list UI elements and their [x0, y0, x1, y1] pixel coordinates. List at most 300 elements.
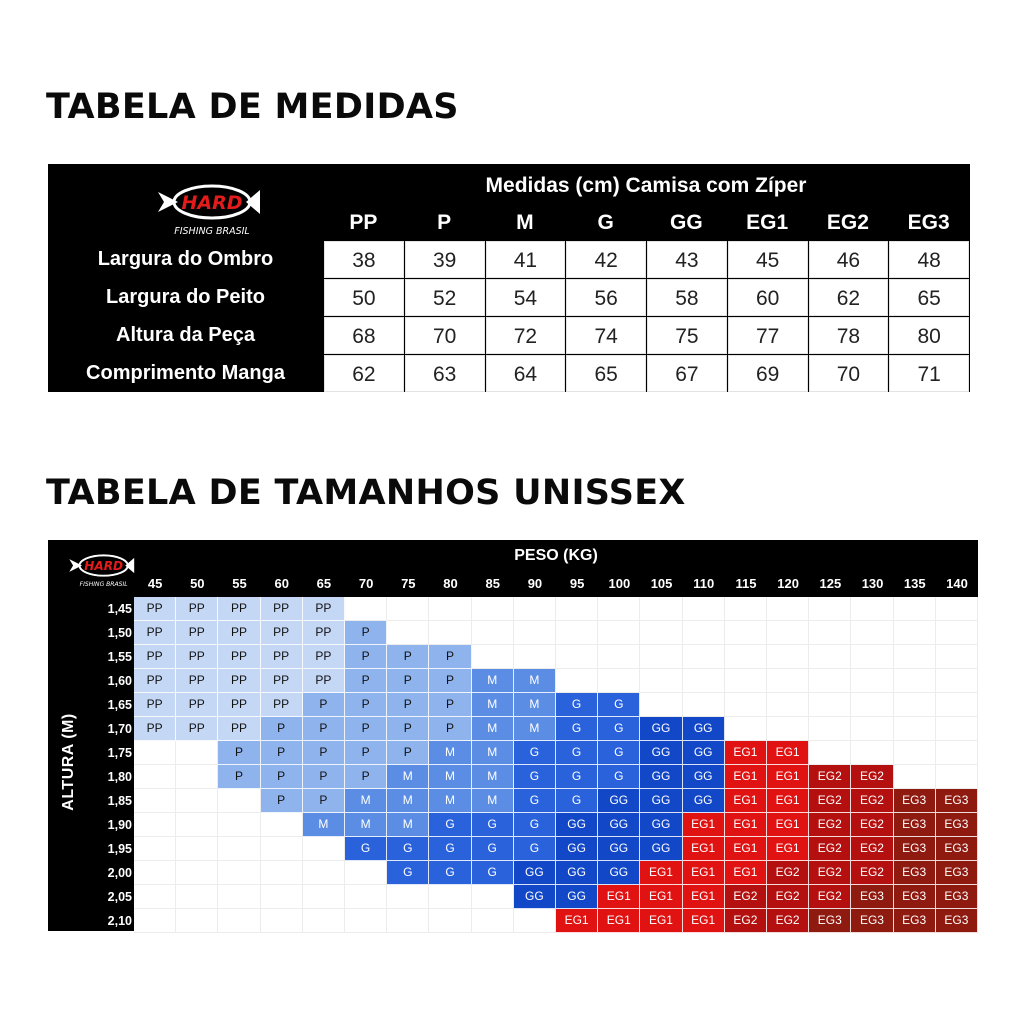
empty-cell — [683, 597, 725, 621]
measure-value: 60 — [728, 279, 808, 316]
size-cell: P — [261, 717, 303, 741]
size-cell: G — [387, 861, 429, 885]
size-cell: G — [598, 765, 640, 789]
empty-cell — [472, 645, 514, 669]
empty-cell — [387, 597, 429, 621]
empty-cell — [851, 741, 893, 765]
measure-value: 41 — [486, 241, 566, 278]
size-cell: GG — [640, 741, 682, 765]
weight-axis-title: PESO (KG) — [514, 547, 598, 564]
empty-cell — [429, 621, 471, 645]
measures-caption: Medidas (cm) Camisa com Zíper — [485, 174, 807, 197]
size-cell: P — [261, 765, 303, 789]
sizes-title: TABELA DE TAMANHOS UNISSEX — [46, 473, 686, 513]
empty-cell — [598, 645, 640, 669]
weight-header-cell: 70 — [358, 576, 374, 591]
size-cell: EG1 — [683, 813, 725, 837]
empty-cell — [303, 861, 345, 885]
weight-header-cell: 100 — [608, 576, 631, 591]
size-cell: PP — [261, 621, 303, 645]
empty-cell — [598, 669, 640, 693]
empty-cell — [725, 717, 767, 741]
size-cell: EG2 — [767, 861, 809, 885]
empty-cell — [767, 621, 809, 645]
weight-header-cell: 110 — [693, 576, 715, 591]
empty-cell — [725, 621, 767, 645]
size-cell: EG3 — [894, 837, 936, 861]
measure-value: 78 — [809, 317, 889, 354]
size-cell: EG1 — [767, 789, 809, 813]
weight-header-row — [134, 574, 978, 594]
empty-cell — [176, 813, 218, 837]
size-cell: M — [303, 813, 345, 837]
size-cell: EG1 — [725, 813, 767, 837]
size-header-cell: M — [516, 211, 534, 234]
size-cell: P — [303, 789, 345, 813]
empty-cell — [218, 909, 260, 933]
size-cell: PP — [134, 597, 176, 621]
size-cell: EG2 — [725, 909, 767, 933]
size-cell: PP — [218, 717, 260, 741]
size-cell: EG1 — [683, 861, 725, 885]
size-header-cell: G — [597, 211, 614, 234]
size-cell: PP — [303, 645, 345, 669]
empty-cell — [303, 837, 345, 861]
size-cell: EG1 — [598, 885, 640, 909]
size-cell: EG3 — [936, 885, 978, 909]
size-cell: EG2 — [809, 789, 851, 813]
height-label: 2,00 — [107, 866, 132, 880]
empty-cell — [936, 693, 978, 717]
empty-cell — [303, 885, 345, 909]
size-cell: M — [429, 789, 471, 813]
empty-cell — [936, 645, 978, 669]
size-cell: GG — [640, 717, 682, 741]
empty-cell — [134, 789, 176, 813]
weight-header-cell: 105 — [650, 576, 673, 591]
measure-value: 70 — [405, 317, 485, 354]
empty-cell — [472, 909, 514, 933]
empty-cell — [894, 765, 936, 789]
size-cell: P — [429, 693, 471, 717]
empty-cell — [134, 861, 176, 885]
svg-text:HARD: HARD — [84, 559, 124, 573]
size-cell: M — [514, 669, 556, 693]
svg-text:HARD: HARD — [181, 192, 243, 214]
empty-cell — [472, 885, 514, 909]
weight-header-cell: 125 — [819, 576, 842, 591]
size-cell: GG — [640, 765, 682, 789]
size-cell: GG — [683, 765, 725, 789]
measure-value: 68 — [324, 317, 404, 354]
measure-value: 65 — [889, 279, 969, 316]
height-label: 1,70 — [107, 722, 132, 736]
size-cell: P — [429, 669, 471, 693]
measure-value: 46 — [809, 241, 889, 278]
weight-header-cell: 65 — [316, 576, 332, 591]
empty-cell — [472, 621, 514, 645]
size-cell: G — [598, 741, 640, 765]
size-cell: P — [429, 717, 471, 741]
size-cell: EG3 — [894, 909, 936, 933]
measure-value: 65 — [566, 355, 646, 392]
size-cell: M — [387, 765, 429, 789]
size-cell: PP — [261, 693, 303, 717]
empty-cell — [429, 909, 471, 933]
size-cell: EG3 — [851, 909, 893, 933]
height-label: 1,50 — [107, 626, 132, 640]
weight-header-cell: 45 — [147, 576, 163, 591]
size-cell: G — [556, 765, 598, 789]
empty-cell — [809, 717, 851, 741]
empty-cell — [345, 909, 387, 933]
size-cell: PP — [176, 693, 218, 717]
size-cell: G — [556, 717, 598, 741]
empty-cell — [809, 693, 851, 717]
size-cell: P — [387, 645, 429, 669]
empty-cell — [851, 645, 893, 669]
size-header-cell: P — [437, 211, 452, 234]
empty-cell — [640, 669, 682, 693]
size-cell: M — [472, 669, 514, 693]
size-cell: EG2 — [851, 837, 893, 861]
measure-value: 75 — [647, 317, 727, 354]
empty-cell — [767, 717, 809, 741]
measure-value: 39 — [405, 241, 485, 278]
weight-header-cell: 85 — [485, 576, 500, 591]
height-label: 1,95 — [107, 842, 132, 856]
empty-cell — [725, 645, 767, 669]
size-cell: EG3 — [936, 837, 978, 861]
empty-cell — [261, 861, 303, 885]
measure-value: 42 — [566, 241, 646, 278]
size-cell: PP — [261, 669, 303, 693]
weight-header-cell: 50 — [190, 576, 205, 591]
empty-cell — [134, 885, 176, 909]
empty-cell — [218, 789, 260, 813]
empty-cell — [598, 621, 640, 645]
empty-cell — [176, 837, 218, 861]
size-cell: G — [556, 789, 598, 813]
empty-cell — [894, 717, 936, 741]
size-cell: EG2 — [767, 909, 809, 933]
size-cell: G — [345, 837, 387, 861]
size-cell: G — [556, 741, 598, 765]
hard-fishing-logo-icon — [68, 550, 138, 590]
size-cell: G — [429, 813, 471, 837]
size-cell: PP — [261, 645, 303, 669]
empty-cell — [134, 765, 176, 789]
empty-cell — [683, 621, 725, 645]
size-grid — [134, 597, 978, 931]
size-cell: GG — [514, 885, 556, 909]
measure-label: Largura do Peito — [106, 286, 265, 308]
empty-cell — [345, 885, 387, 909]
size-cell: EG1 — [725, 741, 767, 765]
weight-header-cell: 135 — [903, 576, 926, 591]
size-cell: M — [472, 717, 514, 741]
empty-cell — [176, 741, 218, 765]
size-cell: G — [514, 765, 556, 789]
size-cell: P — [261, 789, 303, 813]
empty-cell — [556, 669, 598, 693]
measure-value: 74 — [566, 317, 646, 354]
size-cell: M — [387, 813, 429, 837]
empty-cell — [640, 645, 682, 669]
measure-label: Comprimento Manga — [86, 362, 285, 384]
size-cell: PP — [303, 621, 345, 645]
empty-cell — [429, 885, 471, 909]
size-cell: EG2 — [725, 885, 767, 909]
size-cell: G — [514, 741, 556, 765]
size-header-cell: EG1 — [746, 211, 789, 234]
size-cell: GG — [556, 837, 598, 861]
size-cell: GG — [556, 861, 598, 885]
size-cell: EG3 — [809, 909, 851, 933]
size-cell: P — [345, 765, 387, 789]
empty-cell — [767, 597, 809, 621]
size-cell: GG — [598, 861, 640, 885]
empty-cell — [598, 597, 640, 621]
empty-cell — [767, 669, 809, 693]
height-label: 2,05 — [107, 890, 132, 904]
empty-cell — [894, 741, 936, 765]
empty-cell — [472, 597, 514, 621]
size-cell: EG2 — [851, 813, 893, 837]
empty-cell — [894, 597, 936, 621]
size-cell: EG2 — [851, 765, 893, 789]
empty-cell — [894, 645, 936, 669]
size-cell: M — [345, 789, 387, 813]
size-cell: P — [345, 645, 387, 669]
size-cell: G — [472, 861, 514, 885]
height-label: 1,65 — [107, 698, 132, 712]
size-header-row — [323, 208, 969, 238]
hard-fishing-logo-icon — [156, 178, 266, 240]
size-cell: P — [345, 669, 387, 693]
empty-cell — [767, 693, 809, 717]
size-cell: G — [598, 693, 640, 717]
empty-cell — [809, 621, 851, 645]
svg-text:FISHING BRASIL: FISHING BRASIL — [174, 226, 250, 237]
size-cell: P — [345, 621, 387, 645]
size-cell: M — [514, 717, 556, 741]
size-cell: PP — [218, 669, 260, 693]
height-label: 1,85 — [107, 794, 132, 808]
empty-cell — [345, 861, 387, 885]
empty-cell — [261, 885, 303, 909]
measure-row — [48, 355, 969, 392]
height-label: 1,80 — [107, 770, 132, 784]
empty-cell — [894, 693, 936, 717]
size-cell: PP — [218, 621, 260, 645]
size-cell: EG1 — [640, 885, 682, 909]
size-cell: EG1 — [767, 765, 809, 789]
size-cell: EG3 — [851, 885, 893, 909]
empty-cell — [514, 621, 556, 645]
empty-cell — [345, 597, 387, 621]
height-axis-title: ALTURA (M) — [60, 713, 77, 811]
size-cell: PP — [176, 621, 218, 645]
size-cell: PP — [303, 669, 345, 693]
size-cell: GG — [683, 717, 725, 741]
empty-cell — [556, 597, 598, 621]
size-cell: P — [261, 741, 303, 765]
size-cell: GG — [514, 861, 556, 885]
size-cell: EG1 — [725, 765, 767, 789]
weight-header-cell: 80 — [443, 576, 458, 591]
empty-cell — [851, 621, 893, 645]
measure-label: Altura da Peça — [116, 324, 255, 346]
size-cell: PP — [176, 597, 218, 621]
height-label: 1,75 — [107, 746, 132, 760]
size-cell: EG1 — [725, 861, 767, 885]
size-cell: EG1 — [767, 741, 809, 765]
size-cell: M — [429, 765, 471, 789]
measure-value: 48 — [889, 241, 969, 278]
measure-value: 62 — [809, 279, 889, 316]
measure-value: 70 — [809, 355, 889, 392]
size-cell: EG2 — [809, 765, 851, 789]
measure-value: 64 — [486, 355, 566, 392]
size-cell: G — [429, 837, 471, 861]
size-cell: EG3 — [936, 909, 978, 933]
empty-cell — [218, 837, 260, 861]
weight-header-cell: 130 — [861, 576, 884, 591]
size-cell: EG1 — [683, 909, 725, 933]
size-cell: EG3 — [894, 813, 936, 837]
size-cell: EG1 — [683, 837, 725, 861]
weight-header-cell: 120 — [777, 576, 799, 591]
empty-cell — [725, 597, 767, 621]
empty-cell — [936, 717, 978, 741]
size-cell: PP — [261, 597, 303, 621]
size-cell: EG1 — [725, 837, 767, 861]
size-cell: EG3 — [936, 861, 978, 885]
size-cell: PP — [218, 597, 260, 621]
height-label: 1,60 — [107, 674, 132, 688]
size-cell: GG — [598, 789, 640, 813]
size-cell: GG — [640, 789, 682, 813]
size-cell: PP — [218, 693, 260, 717]
size-cell: EG3 — [936, 789, 978, 813]
empty-cell — [387, 909, 429, 933]
height-label: 1,45 — [107, 602, 132, 616]
size-cell: PP — [134, 717, 176, 741]
size-cell: P — [218, 741, 260, 765]
weight-header-cell: 55 — [232, 576, 247, 591]
empty-cell — [387, 621, 429, 645]
measure-row — [48, 241, 969, 278]
empty-cell — [809, 597, 851, 621]
measure-value: 50 — [324, 279, 404, 316]
empty-cell — [809, 645, 851, 669]
size-cell: EG1 — [640, 909, 682, 933]
empty-cell — [851, 597, 893, 621]
empty-cell — [303, 909, 345, 933]
size-cell: G — [514, 837, 556, 861]
empty-cell — [261, 813, 303, 837]
empty-cell — [809, 669, 851, 693]
sizes-table — [48, 540, 978, 931]
measure-value: 38 — [324, 241, 404, 278]
height-column — [88, 597, 132, 933]
size-cell: EG3 — [936, 813, 978, 837]
weight-header-cell: 75 — [401, 576, 416, 591]
size-cell: M — [345, 813, 387, 837]
size-cell: P — [387, 693, 429, 717]
measure-value: 45 — [728, 241, 808, 278]
empty-cell — [429, 597, 471, 621]
size-cell: EG3 — [894, 885, 936, 909]
empty-cell — [851, 669, 893, 693]
size-cell: PP — [218, 645, 260, 669]
measure-value: 71 — [889, 355, 969, 392]
empty-cell — [809, 741, 851, 765]
size-cell: P — [345, 717, 387, 741]
empty-cell — [134, 837, 176, 861]
size-cell: M — [387, 789, 429, 813]
measure-value: 80 — [889, 317, 969, 354]
size-cell: P — [387, 669, 429, 693]
size-cell: GG — [640, 837, 682, 861]
size-header-cell: EG3 — [907, 211, 950, 234]
size-cell: P — [387, 717, 429, 741]
size-cell: EG3 — [894, 789, 936, 813]
empty-cell — [640, 693, 682, 717]
empty-cell — [640, 621, 682, 645]
size-cell: M — [472, 693, 514, 717]
size-cell: P — [303, 693, 345, 717]
empty-cell — [936, 669, 978, 693]
size-cell: EG2 — [851, 861, 893, 885]
size-cell: P — [303, 741, 345, 765]
weight-header-cell: 90 — [527, 576, 543, 591]
empty-cell — [514, 645, 556, 669]
size-cell: PP — [176, 669, 218, 693]
size-cell: P — [303, 765, 345, 789]
size-cell: P — [345, 741, 387, 765]
size-cell: PP — [176, 717, 218, 741]
empty-cell — [894, 669, 936, 693]
empty-cell — [261, 909, 303, 933]
measures-table — [48, 164, 970, 392]
size-header-cell: GG — [670, 211, 703, 234]
measure-value: 54 — [486, 279, 566, 316]
size-cell: M — [472, 741, 514, 765]
size-cell: M — [429, 741, 471, 765]
size-cell: P — [429, 645, 471, 669]
size-cell: GG — [556, 885, 598, 909]
empty-cell — [851, 717, 893, 741]
size-header-cell: PP — [349, 211, 378, 234]
size-cell: M — [472, 789, 514, 813]
height-label: 1,90 — [107, 818, 132, 832]
size-cell: PP — [134, 669, 176, 693]
svg-text:FISHING BRASIL: FISHING BRASIL — [79, 580, 128, 588]
empty-cell — [936, 741, 978, 765]
size-cell: GG — [683, 741, 725, 765]
measure-value: 58 — [647, 279, 727, 316]
empty-cell — [936, 621, 978, 645]
size-cell: G — [598, 717, 640, 741]
size-cell: GG — [598, 813, 640, 837]
size-cell: EG2 — [809, 837, 851, 861]
empty-cell — [936, 765, 978, 789]
empty-cell — [134, 909, 176, 933]
size-cell: P — [345, 693, 387, 717]
size-cell: EG1 — [598, 909, 640, 933]
